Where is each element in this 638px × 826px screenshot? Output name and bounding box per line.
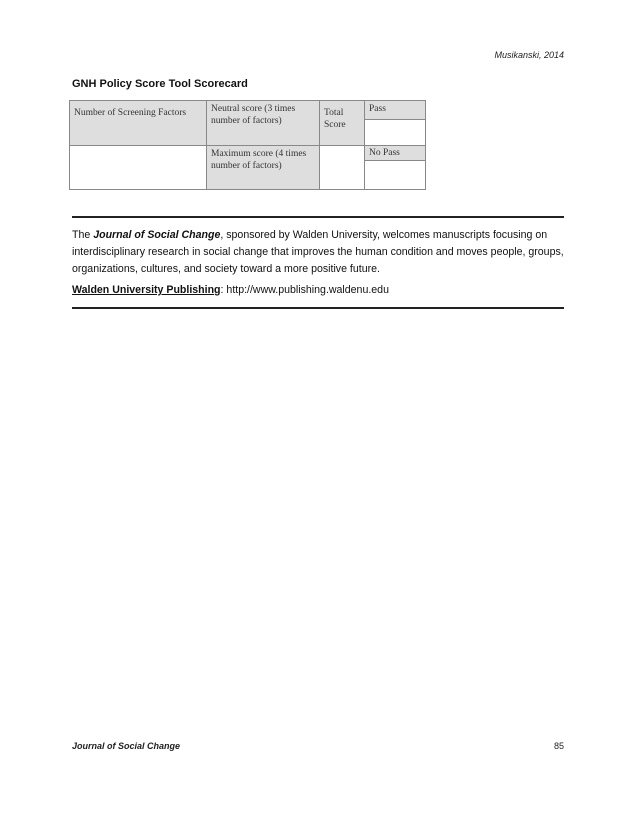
footer-journal: Journal of Social Change [72, 741, 181, 751]
pass-label: Pass [365, 101, 426, 120]
publisher-url[interactable]: http://www.publishing.waldenu.edu [226, 284, 389, 296]
journal-description [72, 227, 564, 278]
description-text: , sponsored by Walden University, welcomes manuscripts focusing on interdisciplinary research in social change that improves the human condition and moves people, groups, organizations, cultures, and society toward a more positive future. [72, 229, 564, 275]
number-of-factors-value-cell [70, 146, 207, 190]
no-pass-value-cell [365, 161, 426, 190]
total-score-label: Total Score [320, 101, 365, 146]
maximum-score-label: Maximum score (4 times number of factors) [207, 146, 320, 190]
neutral-score-label: Neutral score (3 times number of factors) [207, 101, 320, 146]
total-score-value-cell [320, 146, 365, 190]
page-number: 85 [553, 741, 564, 751]
no-pass-label: No Pass [365, 146, 426, 161]
publisher-separator: : [220, 284, 227, 296]
journal-name: Journal of Social Change [93, 229, 221, 241]
publisher-name: Walden University Publishing [72, 284, 221, 296]
publishing-line [72, 284, 389, 296]
pass-value-cell [365, 120, 426, 146]
number-of-factors-label: Number of Screening Factors [70, 101, 207, 146]
bottom-rule [72, 307, 564, 309]
page-title: GNH Policy Score Tool Scorecard [72, 78, 248, 90]
description-prefix: The [72, 229, 94, 241]
top-rule [72, 216, 564, 218]
running-head: Musikanski, 2014 [494, 50, 564, 60]
scorecard-table [69, 100, 426, 190]
